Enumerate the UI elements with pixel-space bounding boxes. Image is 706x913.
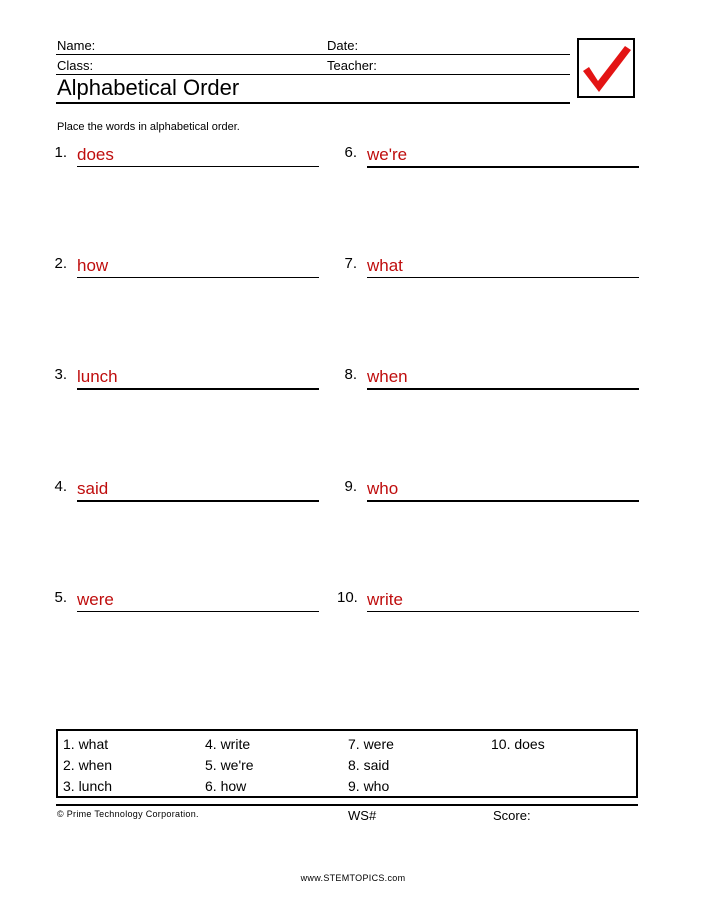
answer-item-9 [337,477,639,503]
answer-number: 3. [54,366,67,383]
answer-item-6 [337,143,639,169]
answer-item-1 [47,143,319,169]
answer-line [77,388,319,390]
answer-word: said [77,479,109,498]
answer-word: how [77,256,109,275]
answer-item-2 [47,254,319,280]
teacher-label: Teacher: [327,58,377,73]
word-bank-entry: 8. said [348,757,390,773]
answer-line [367,166,639,168]
answer-word: lunch [77,367,118,386]
answer-line [367,277,639,278]
answer-item-10 [337,588,639,614]
answer-number: 7. [344,255,357,272]
word-bank-entry: 4. write [205,736,251,752]
answer-number: 2. [54,255,67,272]
word-bank-entry: 3. lunch [63,778,113,794]
answer-number: 6. [344,144,357,161]
answer-item-4 [47,477,319,503]
answer-line [77,500,319,502]
answer-number: 9. [344,478,357,495]
answer-word: we're [367,145,408,164]
word-bank-entry: 9. who [348,778,390,794]
answer-line [77,166,319,167]
answer-number: 5. [54,589,67,606]
word-bank-entry: 6. how [205,778,247,794]
copyright-text: © Prime Technology Corporation. [57,809,199,819]
website-url: www.STEMTOPICS.com [300,873,406,883]
answer-number: 10. [337,589,358,606]
footer-rule [56,804,638,806]
answer-number: 1. [54,144,67,161]
score-label: Score: [493,808,531,823]
header-rule-1 [56,54,570,55]
page-title: Alphabetical Order [57,75,240,100]
answer-line [77,277,319,278]
answer-word: were [77,590,114,609]
answer-line [77,611,319,612]
header-rule-3 [56,102,570,104]
name-label: Name: [57,38,96,53]
answer-item-5 [47,588,319,614]
instructions: Place the words in alphabetical order. [57,121,240,133]
word-bank-entry: 5. we're [205,757,254,773]
ws-number-label: WS# [348,808,377,823]
answer-line [367,388,639,390]
answer-number: 8. [344,366,357,383]
answer-word: who [367,479,399,498]
word-bank [56,729,638,798]
answer-word: write [367,590,403,609]
answer-item-3 [47,365,319,391]
red-checkmark-icon [579,40,633,96]
word-bank-entry: 7. were [348,736,394,752]
check-box [577,38,635,98]
answer-word: does [77,145,114,164]
answer-item-7 [337,254,639,280]
answer-word: when [367,367,408,386]
word-bank-entry: 1. what [63,736,109,752]
answer-word: what [367,256,403,275]
word-bank-entry: 2. when [63,757,113,773]
date-label: Date: [327,38,359,53]
class-label: Class: [57,58,94,73]
answer-number: 4. [54,478,67,495]
answer-line [367,611,639,612]
answer-item-8 [337,365,639,391]
word-bank-entry: 10. does [491,736,545,752]
answer-line [367,500,639,502]
